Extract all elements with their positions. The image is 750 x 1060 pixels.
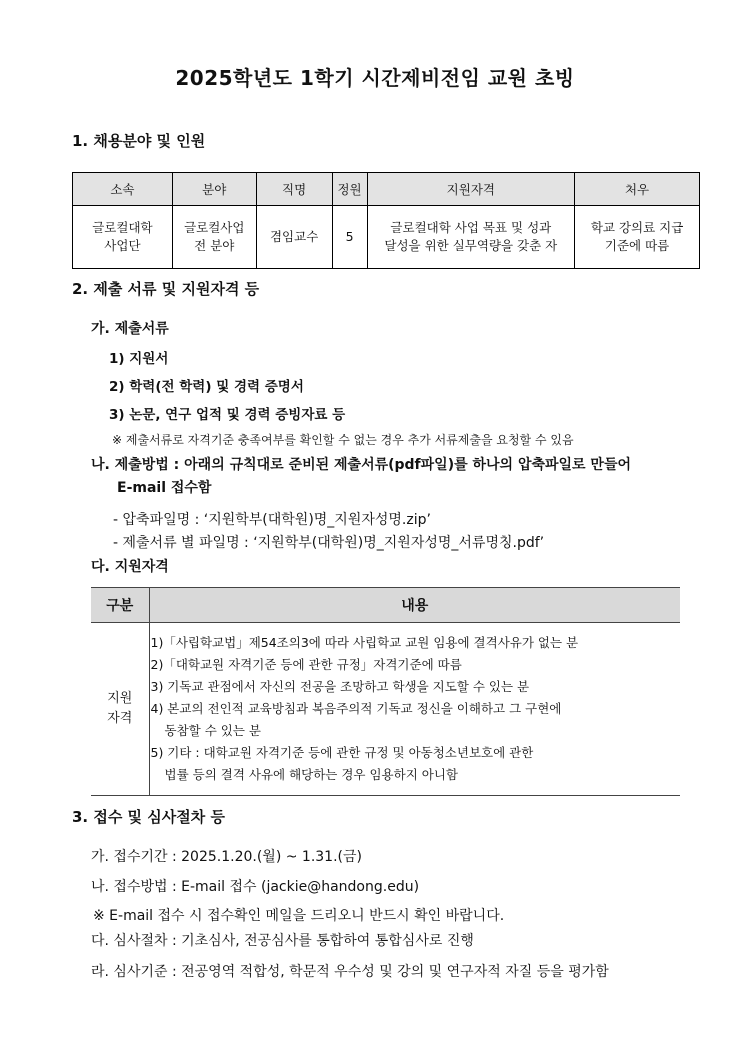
list-item: 2) 학력(전 학력) 및 경력 증명서	[109, 379, 304, 395]
recruitment-table	[72, 172, 700, 269]
section3-heading: 3. 접수 및 심사절차 등	[72, 808, 225, 826]
qualification-table-header	[91, 588, 680, 623]
section1-heading: 1. 채용분야 및 인원	[72, 132, 206, 150]
header-count: 정원	[332, 173, 367, 206]
cell-affiliation-line2: 사업단	[104, 238, 141, 253]
cell-field-line1: 글로컬사업	[184, 220, 245, 235]
cell-category-line2: 자격	[107, 711, 133, 726]
list-item: - 제출서류 별 파일명 : ‘지원학부(대학원)명_지원자성명_서류명칭.pdf’	[113, 535, 545, 551]
cell-affiliation-line1: 글로컬대학	[92, 220, 153, 235]
da-heading: 다. 지원자격	[91, 559, 169, 575]
table-row	[73, 206, 700, 269]
qualification-table	[91, 587, 680, 796]
cell-count: 5	[332, 206, 367, 269]
list-item: 나. 접수방법 : E-mail 접수 (jackie@handong.edu)	[91, 879, 420, 895]
header-treatment: 처우	[575, 173, 700, 206]
section2-heading: 2. 제출 서류 및 지원자격 등	[72, 280, 260, 298]
list-item: 3) 논문, 연구 업적 및 경력 증빙자료 등	[109, 407, 346, 423]
list-item: 가. 접수기간 : 2025.1.20.(월) ~ 1.31.(금)	[91, 849, 362, 865]
cell-treatment-line2: 기준에 따름	[604, 238, 670, 253]
cell-category	[91, 623, 149, 796]
cell-field	[172, 206, 256, 269]
table-row	[91, 623, 680, 796]
cell-content	[149, 623, 680, 796]
na-heading-line2: E-mail 접수함	[117, 480, 212, 496]
list-item: 1) 지원서	[109, 351, 169, 367]
cell-qualification-line2: 달성을 위한 실무역량을 갖춘 자	[384, 238, 558, 253]
list-item: 5) 기타 : 대학교원 자격기준 등에 관한 규정 및 아동청소년보호에 관한	[150, 745, 534, 760]
header-position: 직명	[256, 173, 332, 206]
cell-qualification	[367, 206, 575, 269]
header-affiliation: 소속	[73, 173, 173, 206]
header-qualification: 지원자격	[367, 173, 575, 206]
header-content: 내용	[149, 588, 680, 623]
cell-treatment-line1: 학교 강의료 지급	[590, 220, 684, 235]
list-item: 3) 기독교 관점에서 자신의 전공을 조망하고 학생을 지도할 수 있는 분	[150, 679, 530, 694]
list-item: 법률 등의 결격 사유에 해당하는 경우 임용하지 아니함	[164, 767, 458, 782]
list-item: 동참할 수 있는 분	[164, 723, 261, 738]
cell-field-line2: 전 분야	[194, 238, 235, 253]
list-item: 2)「대학교원 자격기준 등에 관한 규정」자격기준에 따름	[150, 657, 462, 672]
list-item: 4) 본교의 전인적 교육방침과 복음주의적 기독교 정신을 이해하고 그 구현에	[150, 701, 562, 716]
header-category: 구분	[91, 588, 149, 623]
ga-heading: 가. 제출서류	[91, 321, 169, 337]
list-item: - 압축파일명 : ‘지원학부(대학원)명_지원자성명.zip’	[113, 512, 431, 528]
list-item: 다. 심사절차 : 기초심사, 전공심사를 통합하여 통합심사로 진행	[91, 933, 474, 949]
cell-affiliation	[73, 206, 173, 269]
cell-qualification-line1: 글로컬대학 사업 목표 및 성과	[390, 220, 552, 235]
na-heading-line1: 나. 제출방법 : 아래의 규칙대로 준비된 제출서류(pdf파일)를 하나의 압축파일로 만들어	[91, 457, 632, 473]
recruitment-table-header	[73, 173, 700, 206]
list-item: 1)「사립학교법」제54조의3에 따라 사립학교 교원 임용에 결격사유가 없는 분	[150, 635, 579, 650]
cell-category-line1: 지원	[107, 691, 133, 706]
ga-note: ※ 제출서류로 자격기준 충족여부를 확인할 수 없는 경우 추가 서류제출을 요청할 수 있음	[112, 433, 574, 447]
cell-treatment	[575, 206, 700, 269]
page-title: 2025학년도 1학기 시간제비전임 교원 초빙	[175, 66, 575, 90]
cell-position: 겸임교수	[256, 206, 332, 269]
qualification-list	[151, 624, 680, 794]
list-item: ※ E-mail 접수 시 접수확인 메일을 드리오니 반드시 확인 바랍니다.	[93, 908, 505, 924]
list-item: 라. 심사기준 : 전공영역 적합성, 학문적 우수성 및 강의 및 연구자적 자질 등을 평가함	[91, 964, 609, 980]
header-field: 분야	[172, 173, 256, 206]
